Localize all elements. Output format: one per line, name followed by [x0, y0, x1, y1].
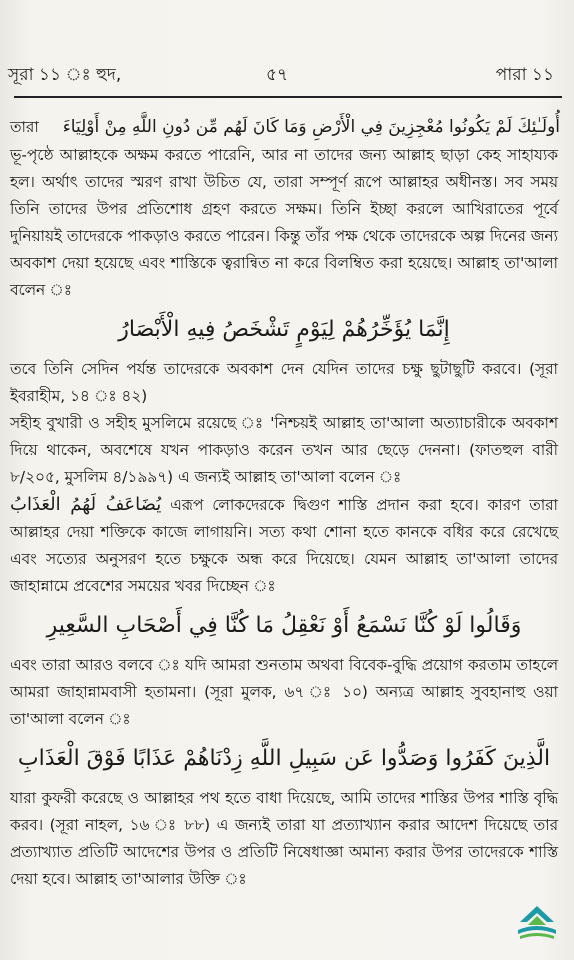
header-para: পারা ১১: [495, 65, 554, 85]
paragraph-6: যারা কুফরী করেছে ও আল্লাহর পথ হতে বাধা দিয়েছে, আমি তাদের শাস্তির উপর শাস্তি বৃদ্ধি করব। (সূরা নাহল, ১৬ ঃ ৮৮) এ জন্যই তারা যা প্রত্যাখ্যান করার আদেশ দিয়েছে তার প্রত্যাখ্যাত প্রতিটি আদেশের উপর ও প্রতিটি নিষেধাজ্ঞা অমান্য করার উপর তাদেরকে শাস্তি দেয়া হবে। আল্লাহ তা'আলার উক্তি ঃ: [10, 789, 558, 888]
verse-5-arabic: الَّذِينَ كَفَرُوا وَصَدُّوا عَن سَبِيلِ اللَّهِ زِدْنَاهُمْ عَذَابًا فَوْقَ الْعَذَابِ: [17, 746, 551, 771]
verse-2-arabic: إِنَّمَا يُؤَخِّرُهُمْ لِيَوْمٍ تَشْخَصُ فِيهِ الْأَبْصَارُ: [118, 317, 450, 342]
verse-1-translation-start: তারা: [10, 118, 39, 136]
verse-3-arabic: يُضَاعَفُ لَهُمُ الْعَذَابُ: [10, 494, 162, 515]
paragraph-5: এবং তারা আরও বলবে ঃ যদি আমরা শুনতাম অথবা বিবেক-বুদ্ধি প্রয়োগ করতাম তাহলে আমরা জাহান্নামবাসী হতামনা। (সূরা মুলক, ৬৭ ঃ ১০) অন্যত্র আল্লাহ সুবহানাহু ওয়া তা'আলা বলেন ঃ: [10, 656, 558, 728]
verse-4-arabic: وَقَالُوا لَوْ كُنَّا نَسْمَعُ أَوْ نَعْقِلُ مَا كُنَّا فِي أَصْحَابِ السَّعِيرِ: [46, 613, 522, 638]
verse-line-1: [10, 112, 561, 142]
paragraph-4: [10, 491, 558, 600]
header-surah: সূরা ১১ ঃ হুদ,: [8, 65, 122, 85]
page-number: ৫৭: [266, 65, 289, 85]
verse-1-arabic: أُولَـٰئِكَ لَمْ يَكُونُوا مُعْجِزِينَ فِي الْأَرْضِ وَمَا كَانَ لَهُم مِّن دُونِ اللَّهِ مِنْ أَوْلِيَاءَ: [62, 117, 561, 137]
paragraph-3: সহীহ বুখারী ও সহীহ মুসলিমে রয়েছে ঃ 'নিশ্চয়ই আল্লাহ তা'আলা অত্যাচারীকে অবকাশ দিয়ে থাকেন, অবশেষে যখন পাকড়াও করেন তখন আর ছেড়ে দেননা। (ফাতহুল বারী ৮/২০৫, মুসলিম ৪/১৯৯৭) এ জন্যই আল্লাহ তা'আলা বলেন ঃ: [10, 414, 558, 486]
page-body: [10, 112, 561, 893]
paragraph-4-text: এরূপ লোকদেরকে দ্বিগুণ শাস্তি প্রদান করা হবে। কারণ তারা আল্লাহর দেয়া শক্তিকে কাজে লাগায়নি। সত্য কথা শোনা হতে কানকে বধির করে রেখেছে এবং সত্যের অনুসরণ হতে চক্ষুকে অন্ধ করে দিয়েছে। যেমন আল্লাহ তা'আলা তাদের জাহান্নামে প্রবেশের সময়ের খবর দিচ্ছেন ঃ: [10, 496, 558, 595]
paragraph-1: ভূ-পৃষ্ঠে আল্লাহকে অক্ষম করতে পারেনি, আর না তাদের জন্য আল্লাহ ছাড়া কেহ সাহায্যক হল। অর্থাৎ তাদের স্মরণ রাখা উচিত যে, তারা সম্পূর্ণ রূপে আল্লাহর অধীনস্ত। সব সময় তিনি তাদের উপর প্রতিশোধ গ্রহণ করতে সক্ষম। তিনি ইচ্ছা করলে আখিরাতের পূর্বে দুনিয়ায়ই তাদেরকে পাকড়াও করতে পারেন। কিন্তু তাঁর পক্ষ থেকে তাদেরকে অল্প দিনের জন্য অবকাশ দেয়া হয়েছে এবং শাস্তিকে ত্বরান্বিত না করে বিলম্বিত করা হয়েছে। আল্লাহ তা'আলা বলেন ঃ: [10, 146, 558, 299]
page-header: [8, 58, 558, 88]
paragraph-2: তবে তিনি সেদিন পর্যন্ত তাদেরকে অবকাশ দেন যেদিন তাদের চক্ষু ছুটাছুটি করবে। (সূরা ইবরাহীম, ১৪ ঃ ৪২): [10, 360, 558, 405]
publisher-logo-icon: [514, 904, 560, 944]
header-divider: [14, 96, 562, 98]
